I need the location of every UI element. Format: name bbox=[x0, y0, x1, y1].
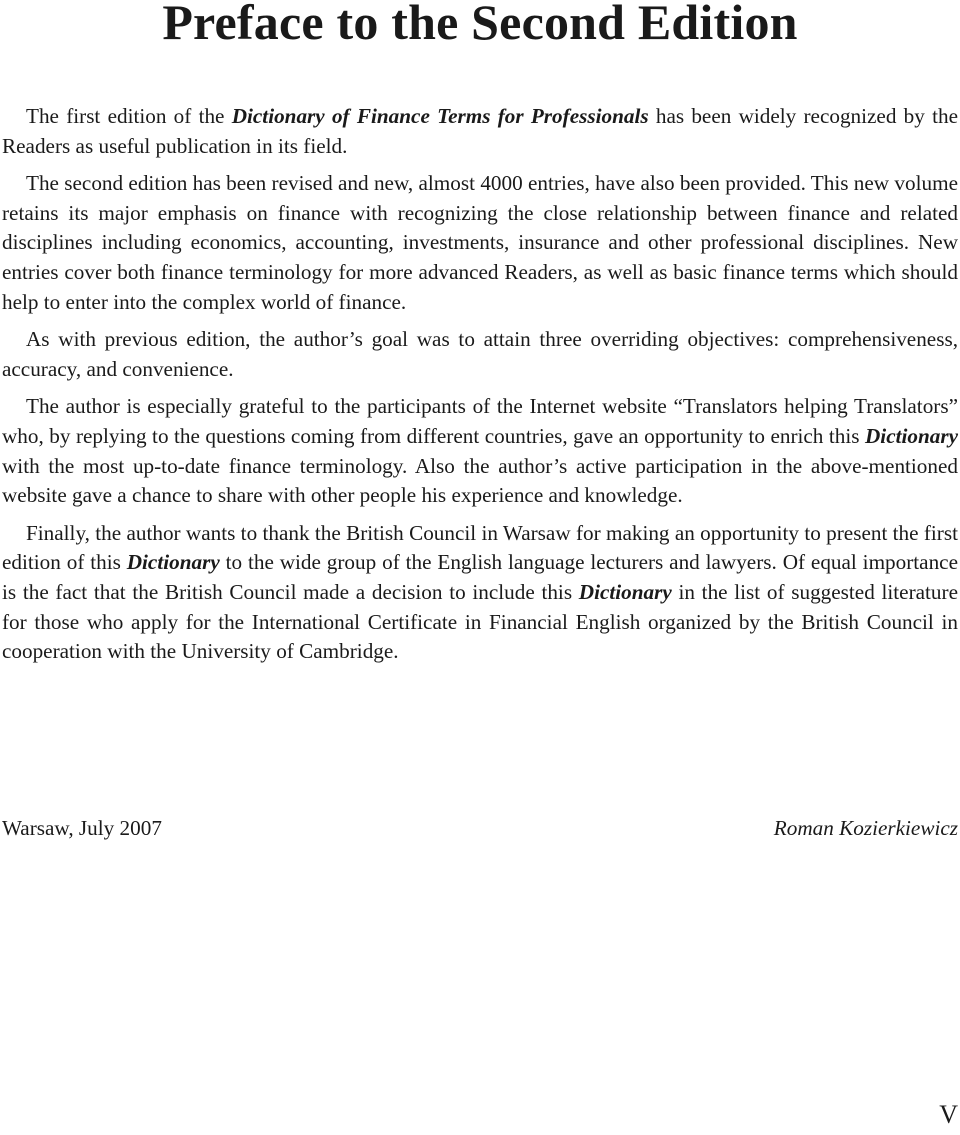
paragraph-5-text-end: in the list of suggested literature for those who apply for the International Certificate in Financial English organized by the British Council in cooperation with the University of Cambridge. bbox=[2, 579, 958, 664]
paragraph-2-text: The second edition has been revised and new, almost 4000 entries, have also been provided. This new volume retains its major emphasis on finance with recognizing the close relationship between finance and related disciplines including economics, accounting, investments, insurance and other professional disciplines. New entries cover both finance terminology for more advanced Readers, as well as basic finance terms which should help to enter into the complex world of finance. bbox=[2, 171, 958, 314]
page-title: Preface to the Second Edition bbox=[162, 0, 798, 50]
paragraph-4-text-start: The author is especially grateful to the participants of the Internet website “Translators helping Translators” who, by replying to the questions coming from different countries, gave an opportunity to enrich this bbox=[2, 394, 958, 448]
paragraph-4-text-end: with the most up-to-date finance terminology. Also the author’s active participation in the above-mentioned website gave a chance to share with other people his experience and knowledge. bbox=[2, 453, 958, 508]
document-page bbox=[2, 0, 958, 1135]
preface-body bbox=[2, 102, 958, 675]
paragraph-1 bbox=[2, 102, 958, 161]
paragraph-4 bbox=[2, 392, 958, 510]
dictionary-title-emphasis: Dictionary of Finance Terms for Professionals bbox=[231, 104, 649, 128]
paragraph-5 bbox=[2, 519, 958, 667]
dictionary-emphasis: Dictionary bbox=[578, 579, 672, 604]
paragraph-3-text: As with previous edition, the author’s goal was to attain three overriding objectives: comprehensiveness, accuracy, and convenience. bbox=[2, 327, 958, 381]
paragraph-5-text-middle: to the wide group of the English language lecturers and lawyers. Of equal importance is the fact that the British Council made a decision to include this bbox=[2, 550, 958, 604]
place-and-date: Warsaw, July 2007 bbox=[2, 816, 162, 840]
dictionary-emphasis: Dictionary bbox=[865, 423, 958, 448]
paragraph-2 bbox=[2, 169, 958, 317]
paragraph-5-text-start: Finally, the author wants to thank the British Council in Warsaw for making an opportunity to present the first edition of this bbox=[2, 520, 958, 575]
author-name: Roman Kozierkiewicz bbox=[773, 816, 958, 840]
paragraph-1-text-start: The first edition of the bbox=[26, 104, 232, 128]
page-number: V bbox=[939, 1100, 958, 1129]
paragraph-1-text-end: has been widely recognized by the Readers as useful publication in its field. bbox=[2, 104, 959, 158]
dictionary-emphasis: Dictionary bbox=[126, 550, 220, 575]
paragraph-3 bbox=[2, 325, 958, 384]
